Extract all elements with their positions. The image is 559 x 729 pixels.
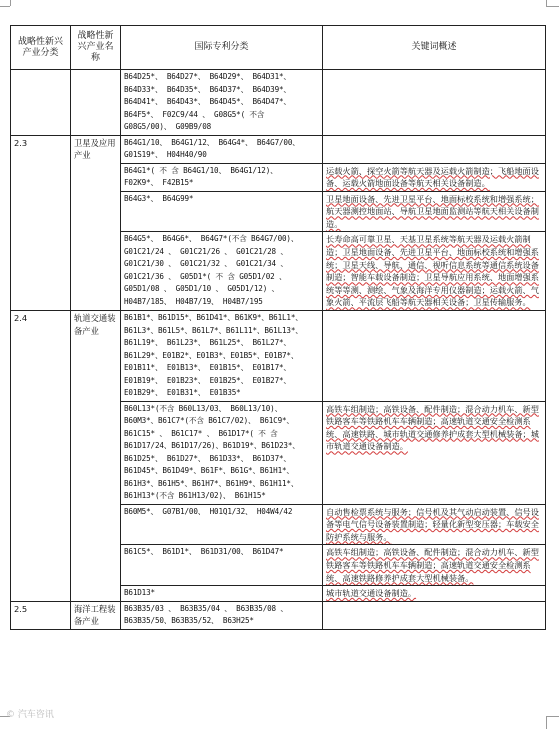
- keyword-cell: [323, 601, 546, 629]
- keyword-cell: 高铁车组制造；高铁设备、配件制造；混合动力机车、新型铁路客车等铁路机车车辆制造；高速轨道交通安全检测系统、高速铁路修养护成套大型机械装备。: [323, 545, 546, 586]
- ipc-cell: B64D25*、 B64D27*、 B64D29*、 B64D31*、 B64D33*、 B64D35*、 B64D37*、 B64D39*、 B64D41*、 B64D43*、 B64D45*、 B64D47*、 B64F5*、 F02C9/44 、 G08G5*( 不含 G08G5/00)、 G09B9/08: [121, 70, 323, 136]
- table-row: [11, 135, 546, 163]
- crop-mark-top-right-v: [546, 0, 547, 6]
- category-number: 2.5: [11, 601, 71, 629]
- keyword-cell: 自动售检票系统与服务；信号机及其气动启动装置、信号设备等电气信号设备装置制造；轻量化新型变压器；车载安全防护系统与服务。: [323, 504, 546, 545]
- ipc-cell: B64G3*、 B64G99*: [121, 191, 323, 232]
- ipc-cell: B61B1*、B61D15*、B61D41*、B61K9*、B61L1*、 B61L3*、B61L5*、B61L7*、B61L11*、B61L13*、 B61L19*、 B61L23*、 B61L25*、 B61L27*、 B61L29*、E01B2*、E01B3*、E01B5*、E01B7*、 E01B11*、 E01B13*、 E01B15*、 E01B17*、 E01B19*、 E01B23*、 E01B25*、 E01B27*、 E01B29*、 E01B31*、 E01B35*: [121, 311, 323, 402]
- keyword-cell: 长寿命高可靠卫星、天基卫星系统等航天器及运载火箭制造；卫星地面设备、先进卫星平台、地面标校系统和增强系统；卫星天线、导航、通信、视听信息系统等通信系统设备制造；智能车载设备制造；卫星导航应用系统、地面增强系统等等测、测绘、气象及海洋专用仪器制造；运载火箭、气象火箭、平流层飞船等航天器相关设备；卫星传输服务。: [323, 232, 546, 311]
- keyword-cell: 运载火箭、探空火箭等航天器及运载火箭制造；飞船地面设备、运载火箭地面设备等航天相关设备制造。: [323, 163, 546, 191]
- keyword-cell: [323, 135, 546, 163]
- ipc-cell: B64G1/10、 B64G1/12、 B64G4*、 B64G7/00、 G01S19*、 H04H40/90: [121, 135, 323, 163]
- ipc-cell: B60M5*、 G07B1/00、 H01Q1/32、 H04W4/42: [121, 504, 323, 545]
- header-category: 战略性新兴产业分类: [11, 26, 71, 70]
- ipc-cell: B63B35/03 、 B63B35/04 、 B63B35/08 、 B63B35/50、B63B35/52、 B63H25*: [121, 601, 323, 629]
- industry-name: 海洋工程装备产业: [71, 601, 121, 629]
- category-number: 2.3: [11, 135, 71, 311]
- ipc-cell: B61C5*、 B61D1*、 B61D31/00、 B61D47*: [121, 545, 323, 586]
- keyword-cell: [323, 311, 546, 402]
- crop-mark-top-left-v: [10, 0, 11, 6]
- table-row: [11, 70, 546, 136]
- crop-mark-top-left: [0, 6, 10, 7]
- ipc-cell: B64G1*( 不 含 B64G1/10、 B64G1/12)、 F02K9*、 F42B15*: [121, 163, 323, 191]
- keyword-cell: 高铁车组制造；高铁设备、配件制造；混合动力机车、新型铁路客车等铁路机车车辆制造；高速轨道交通安全检测系统、高速铁路、城市轨道交通修养护成套大型机械装备；城市轨道交通设备制造。: [323, 401, 546, 504]
- keyword-cell: [323, 70, 546, 136]
- ipc-cell: B64G5*、 B64G6*、 B64G7*(不含 B64G7/00)、 G01C21/24 、 G01C21/26 、 G01C21/28 、 G01C21/30 、 G01C21/32 、 G01C21/34 、 G01C21/36 、 G05D1*( 不 含 G05D1/02 、 G05D1/08 、 G05D1/10 、 G05D1/12) 、 H04B7/185、 H04B7/19、 H04B7/195: [121, 232, 323, 311]
- keyword-cell: 城市轨道交通设备制造。: [323, 586, 546, 602]
- industry-name: 轨道交通装备产业: [71, 311, 121, 602]
- crop-mark-bottom-right: [546, 716, 559, 717]
- category-cell: [11, 70, 71, 136]
- table-row: [11, 311, 546, 402]
- crop-mark-bottom-right-v: [546, 716, 547, 729]
- keyword-cell: 卫星地面设备、先进卫星平台、地面标校系统和增强系统；航天器测控地面站、导航卫星地面监测站等航天相关设备制造。: [323, 191, 546, 232]
- ipc-cell: B61D13*: [121, 586, 323, 602]
- industry-name-cell: [71, 70, 121, 136]
- category-number: 2.4: [11, 311, 71, 602]
- table-row: [11, 601, 546, 629]
- watermark-logo: © 汽车咨讯: [6, 710, 54, 720]
- ipc-cell: B60L13*(不含 B60L13/03、 B60L13/10)、 B60M3*、B61C7*(不含 B61C7/02)、 B61C9*、 B61C15* 、 B61C17* 、 B61D17*( 不 含 B61D17/24、B61D17/26)、B61D19*、B61D23*、 B61D25*、 B61D27*、 B61D33*、 B61D37*、 B61D45*、B61D49*、B61F*、B61G*、B61H1*、 B61H3*、B61H5*、B61H7*、B61H9*、B61H11*、 B61H13*(不含 B61H13/02)、 B61H15*: [121, 401, 323, 504]
- header-industry-name: 战略性新兴产业名称: [71, 26, 121, 70]
- table-header-row: [11, 26, 546, 70]
- ipc-classification-table: [10, 25, 546, 630]
- industry-name: 卫星及应用产业: [71, 135, 121, 311]
- crop-mark-top-right: [546, 6, 559, 7]
- header-ipc: 国际专利分类: [121, 26, 323, 70]
- header-keywords: 关键词概述: [323, 26, 546, 70]
